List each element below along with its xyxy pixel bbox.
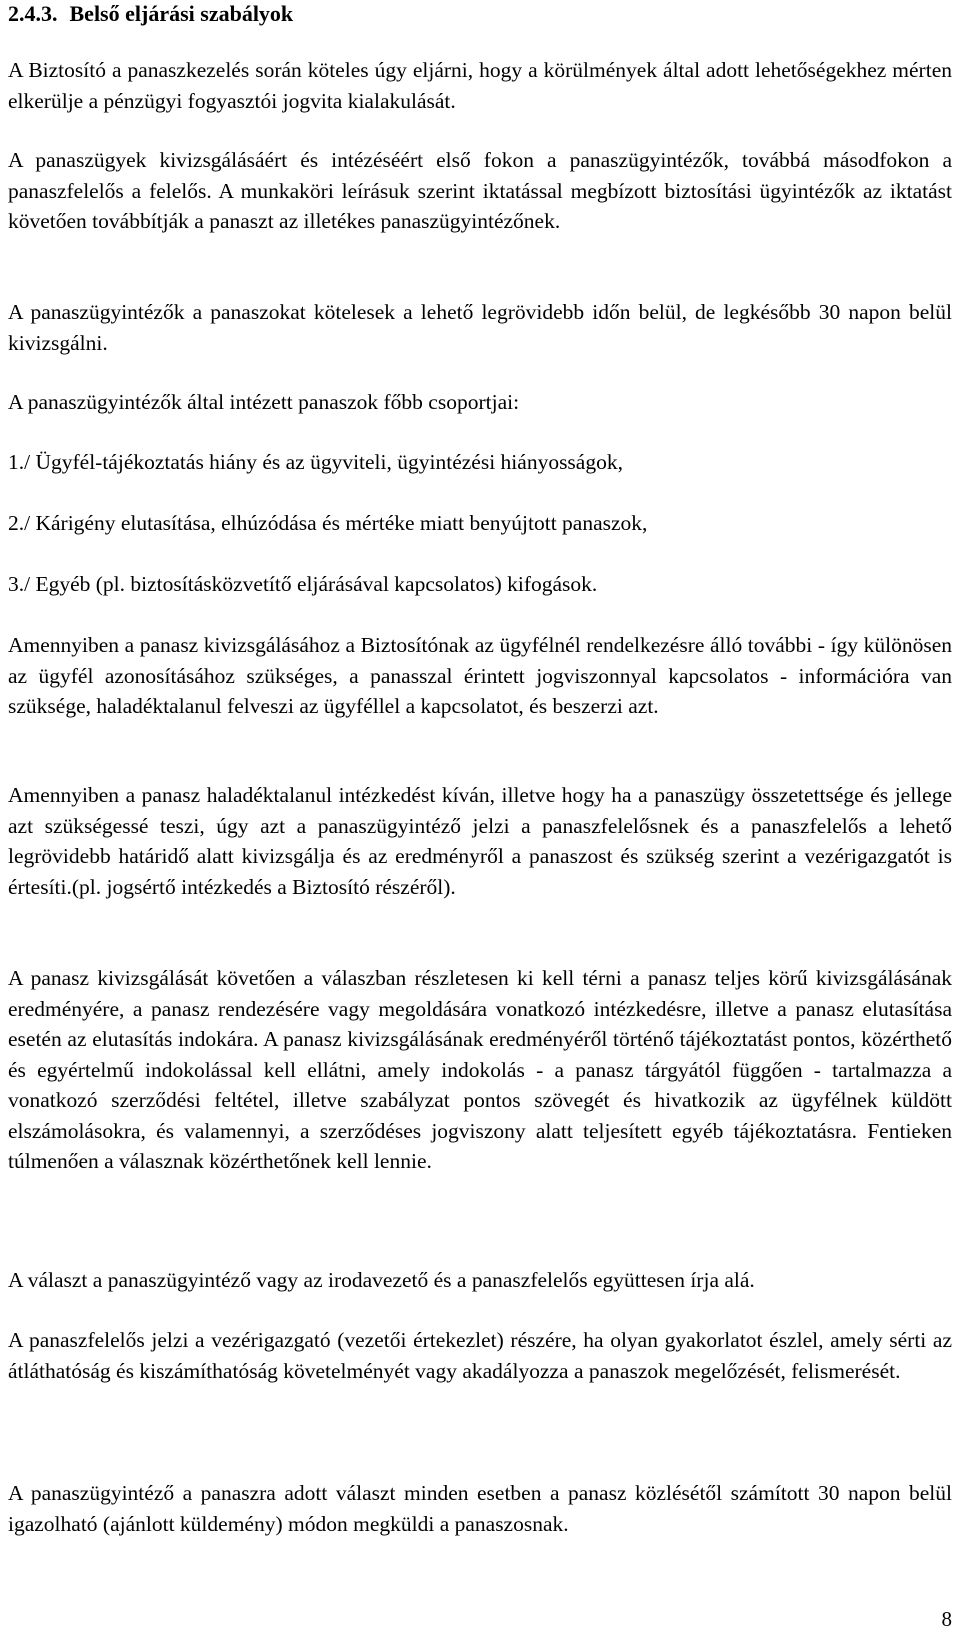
- paragraph-additional-information: Amennyiben a panasz kivizsgálásához a Biztosítónak az ügyfélnél rendelkezésre álló további - így különösen az ügyfél azonosításához szükséges, a panasszal érintett jogviszonnyal kapcsolatos - információra van szüksége, haladéktalanul felveszi az ügyféllel a kapcsolatot, és beszerzi azt.: [8, 633, 952, 718]
- paragraph-delivery: A panaszügyintéző a panaszra adott választ minden esetben a panasz közlésétől számított 30 napon belül igazolható (ajánlott küldemény) módon megküldi a panaszosnak.: [8, 1481, 952, 1536]
- section-number: 2.4.3.: [8, 1, 58, 26]
- list-item-2: 2./ Kárigény elutasítása, elhúzódása és mértéke miatt benyújtott panaszok,: [8, 511, 648, 535]
- section-heading: [8, 0, 293, 28]
- paragraph-escalation: A panaszfelelős jelzi a vezérigazgató (vezetői értekezlet) részére, ha olyan gyakorlatot észlel, amely sérti az átláthatóság és kiszámíthatóság követelményét vagy akadályozza a panaszok megelőzését, felismerését.: [8, 1328, 952, 1383]
- paragraph-responsibilities: A panaszügyek kivizsgálásáért és intézéséért első fokon a panaszügyintézők, továbbá másodfokon a panaszfelelős a felelős. A munkaköri leírásuk szerint iktatással megbízott biztosítási ügyintézők az iktatást követően továbbítják a panaszt az illetékes panaszügyintézőnek.: [8, 148, 952, 233]
- section-title: Belső eljárási szabályok: [69, 1, 294, 26]
- paragraph-conduct-rule: A Biztosító a panaszkezelés során köteles úgy eljárni, hogy a körülmények által adott lehetőségekhez mérten elkerülje a pénzügyi fogyasztói jogvita kialakulását.: [8, 58, 952, 113]
- list-item-1: 1./ Ügyfél-tájékoztatás hiány és az ügyviteli, ügyintézési hiányosságok,: [8, 450, 623, 474]
- paragraph-list-intro: A panaszügyintézők által intézett panaszok főbb csoportjai:: [8, 390, 520, 414]
- paragraph-urgent-handling: Amennyiben a panasz haladéktalanul intézkedést kíván, illetve hogy ha a panaszügy összetettsége és jellege azt szükségessé teszi, úgy azt a panaszügyintéző jelzi a panaszfelelősnek és a panaszfelelős a lehető legrövidebb határidő alatt kivizsgálja és az eredményről a panaszost és szükség szerint a vezérigazgatót is értesíti.(pl. jogsértő intézkedés a Biztosító részéről).: [8, 783, 952, 899]
- paragraph-response-content: A panasz kivizsgálását követően a válaszban részletesen ki kell térni a panasz teljes körű kivizsgálásának eredményére, a panasz rendezésére vagy megoldására vonatkozó intézkedésre, illetve a panasz elutasítása esetén az elutasítás indokára. A panasz kivizsgálásának eredményéről történő tájékoztatást pontos, közérthető és egyértelmű indokolással kell ellátni, amely indokolás - a panasz tárgyától függően - tartalmazza a vonatkozó szerződési feltétel, illetve szabályzat pontos szövegét és hivatkozik az ügyfélnek küldött elszámolásokra, és valamennyi, a szerződéses jogviszony alatt teljesített egyéb tájékoztatásra. Fentieken túlmenően a válasznak közérthetőnek kell lennie.: [8, 966, 952, 1173]
- paragraph-deadline: A panaszügyintézők a panaszokat kötelesek a lehető legrövidebb időn belül, de legkésőbb 30 napon belül kivizsgálni.: [8, 300, 952, 355]
- list-item-3: 3./ Egyéb (pl. biztosításközvetítő eljárásával kapcsolatos) kifogások.: [8, 572, 598, 596]
- paragraph-signature: A választ a panaszügyintéző vagy az irodavezető és a panaszfelelős együttesen írja alá.: [8, 1268, 755, 1292]
- page-number: 8: [941, 1607, 952, 1631]
